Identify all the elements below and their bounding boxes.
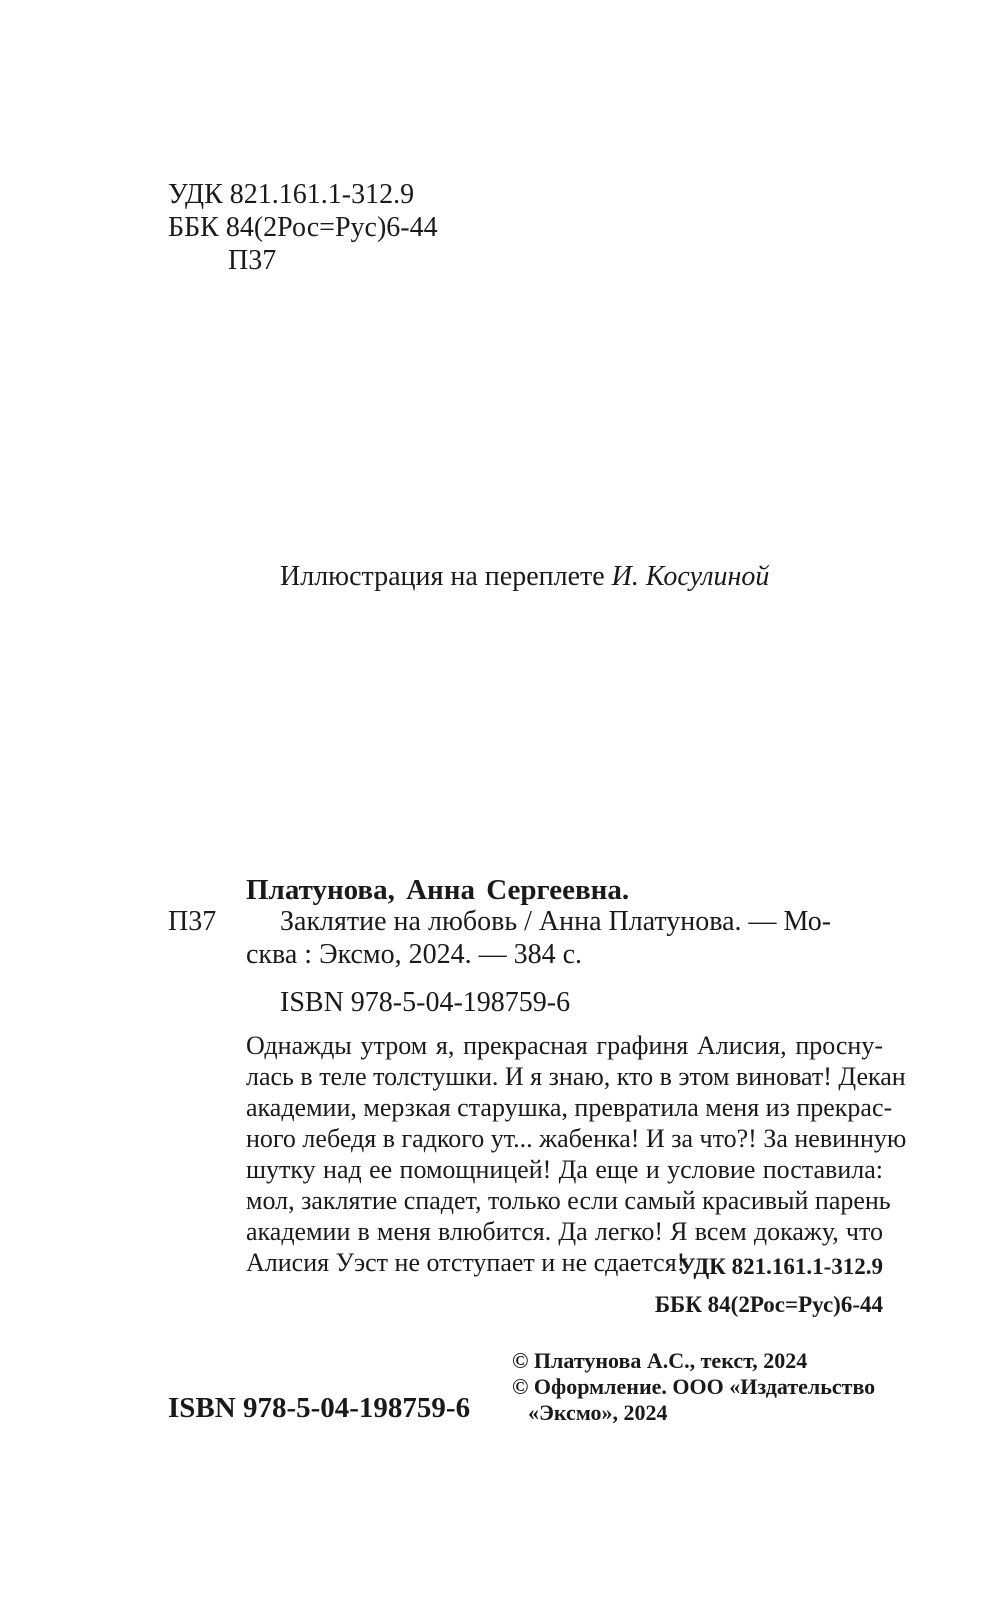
card-bbk-code: ББК 84(2Рос=Рус)6-44 [654,1292,883,1317]
top-classification-block [168,178,438,277]
card-author-mark: П37 [168,906,217,937]
card-isbn: ISBN 978-5-04-198759-6 [280,987,571,1018]
annotation-line: ного лебедя в гадкого ут... жабенка! И за что?! За невинную [246,1124,907,1153]
card-title-line-2: сква : Эксмо, 2024. — 384 с. [246,939,583,970]
annotation-line: шутку над ее помощницей! Да еще и условие поставила: [246,1155,883,1184]
udk-code: УДК 821.161.1-312.9 [168,179,415,210]
bbk-code: ББК 84(2Рос=Рус)6-44 [168,212,438,243]
copyright-block [512,1348,875,1426]
annotation-line: Однажды утром я, прекрасная графиня Алисия, просну- [246,1031,883,1060]
copyright-line: © Оформление. ООО «Издательство [512,1374,876,1399]
illustration-prefix: Иллюстрация на переплете [280,561,612,592]
copyright-line: © Платунова А.С., текст, 2024 [512,1348,808,1373]
annotation-line: лась в теле толстушки. И я знаю, кто в этом виноват! Декан [246,1062,906,1091]
copyright-line: «Эксмо», 2024 [528,1400,668,1425]
footer-isbn: ISBN 978-5-04-198759-6 [168,1392,471,1424]
annotation-line: мол, заклятие спадет, только если самый красивый парень [246,1186,891,1215]
annotation-line: Алисия Уэст не отступает и не сдается! [246,1248,686,1277]
author-mark: П37 [228,245,277,276]
annotation-line: академии в меня влюбится. Да легко! Я всем докажу, что [246,1217,883,1246]
illustration-credit [280,560,769,593]
annotation-line: академии, мерзкая старушка, превратила меня из прекрас- [246,1093,893,1122]
annotation [246,1030,907,1278]
card-udk-code: УДК 821.161.1-312.9 [678,1254,883,1279]
card-author: Платунова, Анна Сергеевна. [246,874,630,906]
illustration-artist: И. Косулиной [611,561,770,592]
card-title-line-1: Заклятие на любовь / Анна Платунова. — Мо- [280,906,832,937]
